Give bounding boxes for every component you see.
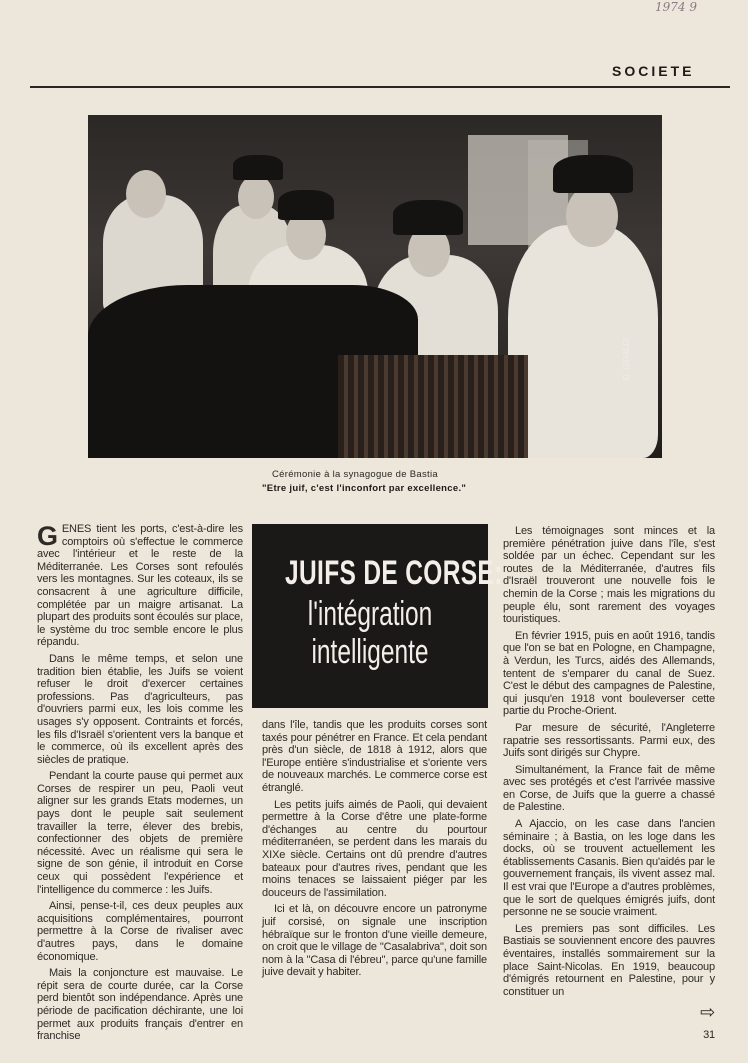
right-arrow-icon: ⇨ bbox=[700, 1002, 715, 1023]
photo-quote: "Etre juif, c'est l'inconfort par excellence." bbox=[262, 483, 467, 494]
paragraph-text: ENES tient les ports, c'est-à-dire les comptoirs où s'effectue le commerce avec l'intérieur et le reste de la Méditerranée. Les Corses sont refoulés vers les montagnes. Sur les coteaux, ils se consacrent à une agriculture difficile, complétée par un maigre artisanat. La plupart des produits sont écoulés sur place, le système du troc semble encore le plus répandu. bbox=[37, 523, 243, 649]
handwritten-note: 1974 9 bbox=[655, 0, 697, 14]
article-subtitle-line2: intelligente bbox=[311, 633, 429, 671]
page-number: 31 bbox=[703, 1029, 715, 1042]
photo-hat bbox=[278, 190, 334, 220]
paragraph: Les témoignages sont minces et la première pénétration juive dans l'île, s'est soldée par un échec. Cependant sur les routes de la Méditerranée, d'autres fils d'Israël trouveront une nouvelle fois le chemin de la Corse ; mais les migrations du peuple élu, sont rarement des voyages touristiques. bbox=[503, 525, 715, 626]
photo-figure bbox=[508, 225, 658, 458]
article-column-1 bbox=[37, 523, 243, 1047]
paragraph: En février 1915, puis en août 1916, tandis que l'on se bat en Pologne, en Champagne, à Verdun, les Turcs, aidés des Allemands, tentent de s'emparer du canal de Suez. C'est le début des campagnes de Palestine, qui jusqu'en 1918 vont bouleverser cette partie du Proche-Orient. bbox=[503, 629, 715, 718]
paragraph: Mais la conjoncture est mauvaise. Le répit sera de courte durée, car la Corse perd bientôt son indépendance. Après une période de pacification déchirante, une loi permet aux produits français d'entrer en franchise bbox=[37, 967, 243, 1043]
paragraph: dans l'île, tandis que les produits corses sont taxés pour pénétrer en France. Et cela pendant près d'un siècle, de 1818 à 1912, alors que l'Europe entière s'industrialise et s'oriente vers de nouveaux marchés. Le commerce corse est étranglé. bbox=[262, 719, 487, 794]
photo-face bbox=[126, 170, 166, 218]
paragraph: Simultanément, la France fait de même avec ses protégés et c'est l'arrivée massive en Corse, de Juifs que la guerre a chassé de Palestine. bbox=[503, 763, 715, 814]
photo-caption: Cérémonie à la synagogue de Bastia bbox=[272, 469, 438, 480]
paragraph: A Ajaccio, on les case dans l'ancien séminaire ; à Bastia, on les loge dans les docks, où se trouvent actuellement les établissements Casanis. Bien qu'aidés par le gouvernement français, ils vivent assez mal. Il est vrai que l'Europe a d'autres problèmes, que le sort de quelques émigrés juifs, dont personne ne se soucie vraiment. bbox=[503, 818, 715, 919]
article-subtitle-line1: l'intégration bbox=[307, 595, 433, 633]
photo-hat bbox=[393, 200, 463, 235]
photo-railing bbox=[338, 355, 528, 458]
paragraph: Les premiers pas sont difficiles. Les Bastiais se souviennent encore des pauvres éventaires, installés sommairement sur la place Saint-Nicolas. En 1919, beaucoup d'émigrés retournent en Palestine, pour y constituer un bbox=[503, 922, 715, 998]
photo-hat bbox=[233, 155, 283, 180]
photo-face bbox=[566, 185, 618, 247]
paragraph: Pendant la courte pause qui permet aux Corses de respirer un peu, Paoli veut aligner sur les grands Etats modernes, un pays dont le peuple sait seulement travailler la terre, élever des brebis, confectionner des objets de première nécessité. Avec un réalisme qui sera le signe de son génie, il introduit en Corse ceux qui possèdent l'expérience et l'intelligence du commerce : les Juifs. bbox=[37, 770, 243, 896]
synagogue-photo bbox=[88, 115, 662, 458]
paragraph: Ici et là, on découvre encore un patronyme juif corsisé, on signale une inscription hébraïque sur le fronton d'une vieille demeure, on croit que le village de "Casalabriva", doit son nom à la "Casa di l'ébreu", parce qu'une famille juive devait y habiter. bbox=[262, 903, 487, 979]
paragraph: Les petits juifs aimés de Paoli, qui devaient permettre à la Corse d'être une plate-forme d'échanges au centre du pourtour méditerranéen, se perdent dans les marais du XIXe siècle. Certains ont dû prendre d'autres bateaux pour d'autres rives, pendant que les moins tenaces se laissaient piéger par les douceurs de l'assimilation. bbox=[262, 798, 487, 899]
photo-face bbox=[238, 175, 274, 219]
photo-credit: D. GIRALDI bbox=[622, 337, 631, 380]
paragraph bbox=[37, 523, 243, 649]
article-column-3 bbox=[503, 525, 715, 1048]
paragraph: Dans le même temps, et selon une tradition bien établie, les Juifs se voient refuser le droit d'exercer certaines professions. Pas d'agriculteurs, pas d'ouvriers parmi eux, les lois comme les usages s'y opposent. Contraints et forcés, les fils d'Israël s'orientent vers la banque et le commerce, où ils excellent après des siècles de pratique. bbox=[37, 652, 243, 766]
article-title-box bbox=[252, 524, 503, 708]
photo-hat bbox=[553, 155, 633, 193]
drop-cap: G bbox=[37, 521, 58, 551]
section-heading: SOCIETE bbox=[612, 63, 695, 79]
article-column-2 bbox=[262, 719, 487, 983]
paragraph: Par mesure de sécurité, l'Angleterre rapatrie ses ressortissants. Parmi eux, des Juifs sont dirigés sur Chypre. bbox=[503, 721, 715, 760]
article-title: JUIFS DE CORSE: bbox=[285, 554, 503, 592]
paragraph: Ainsi, pense-t-il, ces deux peuples aux acquisitions complémentaires, pourront permettre à la Corse de rivaliser avec d'autres pays, dans le domaine économique. bbox=[37, 900, 243, 963]
header-rule bbox=[30, 86, 730, 88]
